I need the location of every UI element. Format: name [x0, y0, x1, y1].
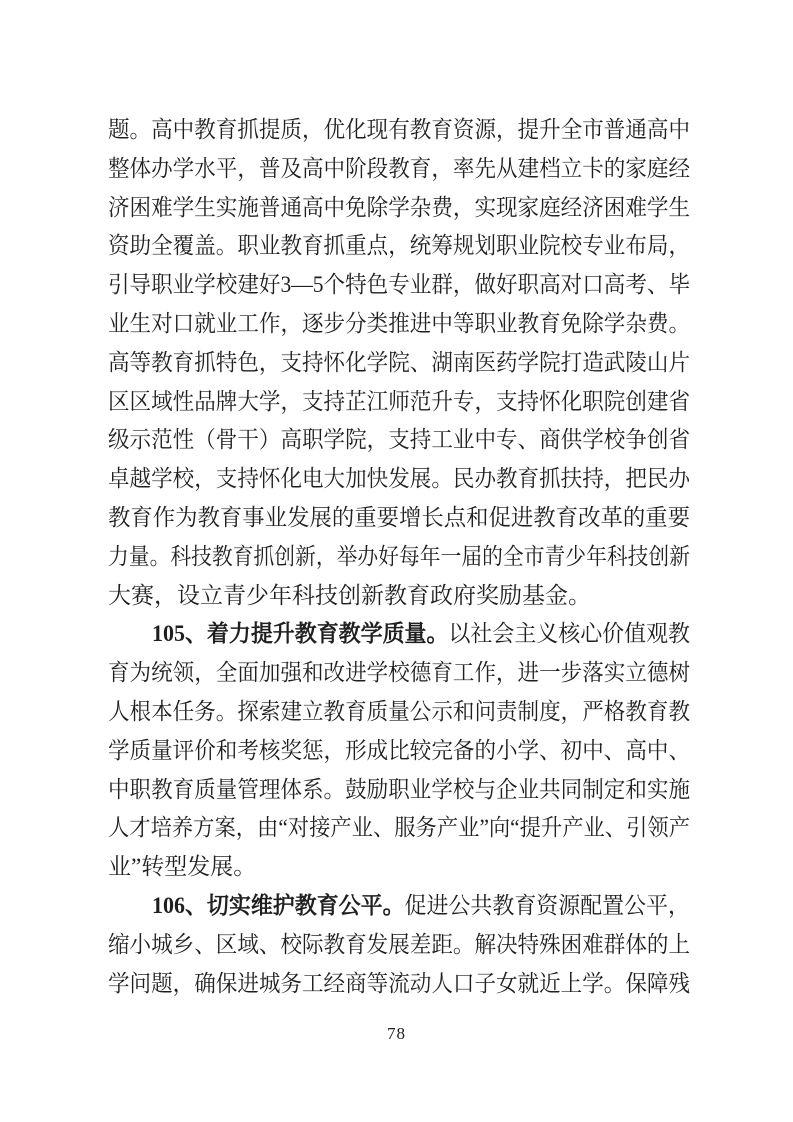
text-line-content [108, 965, 690, 1004]
text-run: 卓越学校，支持怀化电大加快发展。民办教育抓扶持，把民办 [108, 466, 690, 492]
text-block [108, 111, 690, 1003]
text-line [108, 926, 690, 965]
text-line-content [108, 926, 690, 965]
text-line [108, 771, 690, 810]
text-line [108, 887, 690, 926]
text-line [108, 654, 690, 693]
text-run: 育为统领，全面加强和改进学校德育工作，进一步落实立德树 [108, 660, 690, 686]
paragraph-heading: 105、着力提升教育教学质量。 [152, 621, 449, 647]
text-run: 中职教育质量管理体系。鼓励职业学校与企业共同制定和实施 [108, 776, 690, 802]
text-run: 济困难学生实施普通高中免除学杂费，实现家庭经济困难学生 [108, 194, 690, 220]
text-line-content [108, 809, 690, 848]
text-line [108, 421, 690, 460]
text-line-content [152, 887, 690, 926]
text-line-content [108, 732, 690, 771]
text-run: 人根本任务。探索建立教育质量公示和问责制度，严格教育教 [108, 698, 690, 724]
text-line-content [152, 615, 690, 654]
text-run: 大赛，设立青少年科技创新教育政府奖励基金。 [108, 582, 591, 608]
text-line-content [108, 150, 690, 189]
text-line-content [108, 189, 690, 228]
text-run: 业生对口就业工作，逐步分类推进中等职业教育免除学杂费。 [108, 310, 690, 336]
text-line [108, 266, 690, 305]
paragraph-heading: 106、切实维护教育公平。 [152, 892, 405, 918]
text-line-content [108, 383, 690, 422]
text-line [108, 809, 690, 848]
text-line-content [108, 771, 690, 810]
text-line [108, 538, 690, 577]
text-line [108, 305, 690, 344]
text-run: 以社会主义核心价值观教 [448, 621, 690, 647]
text-line-content [108, 460, 690, 499]
text-line-content [108, 577, 591, 616]
text-run: 区区域性品牌大学，支持芷江师范升专，支持怀化职院创建省 [108, 388, 690, 414]
text-run: 促进公共教育资源配置公平， [404, 892, 690, 918]
text-line-content [108, 538, 690, 577]
text-line [108, 460, 690, 499]
text-run: 力量。科技教育抓创新，举办好每年一届的全市青少年科技创新 [108, 543, 690, 569]
text-line [108, 499, 690, 538]
text-run: 业”转型发展。 [108, 854, 257, 880]
text-line-content [108, 848, 256, 887]
text-line [108, 693, 690, 732]
text-line-content [108, 305, 690, 344]
text-run: 人才培养方案，由“对接产业、服务产业”向“提升产业、引领产 [108, 815, 690, 841]
text-run: 高等教育抓特色，支持怀化学院、湖南医药学院打造武陵山片 [108, 349, 690, 375]
text-line [108, 189, 690, 228]
text-line-content [108, 227, 690, 266]
text-line [108, 577, 690, 616]
text-run: 缩小城乡、区域、校际教育发展差距。解决特殊困难群体的上 [108, 931, 690, 957]
text-run: 级示范性（骨干）高职学院，支持工业中专、商供学校争创省 [108, 427, 690, 453]
text-line-content [108, 344, 690, 383]
text-line [108, 383, 690, 422]
text-line-content [108, 266, 690, 305]
text-line [108, 150, 690, 189]
text-line [108, 344, 690, 383]
text-line-content [108, 111, 690, 150]
text-line-content [108, 421, 690, 460]
text-line [108, 227, 690, 266]
text-run: 教育作为教育事业发展的重要增长点和促进教育改革的重要 [108, 504, 690, 530]
text-line [108, 848, 690, 887]
text-line-content [108, 654, 690, 693]
text-run: 题。高中教育抓提质，优化现有教育资源，提升全市普通高中 [108, 117, 690, 142]
text-run: 整体办学水平，普及高中阶段教育，率先从建档立卡的家庭经 [108, 155, 690, 181]
text-run: 资助全覆盖。职业教育抓重点，统筹规划职业院校专业布局， [108, 233, 690, 259]
text-run: 学问题，确保进城务工经商等流动人口子女就近上学。保障残 [108, 970, 690, 996]
text-line-content [108, 499, 690, 538]
text-line [108, 111, 690, 150]
text-run: 引导职业学校建好3—5个特色专业群，做好职高对口高考、毕 [108, 272, 690, 298]
text-line [108, 615, 690, 654]
page-number: 78 [387, 1024, 406, 1043]
text-run: 学质量评价和考核奖惩，形成比较完备的小学、初中、高中、 [108, 737, 690, 763]
text-line-content [108, 693, 690, 732]
text-line [108, 965, 690, 1004]
text-line [108, 732, 690, 771]
